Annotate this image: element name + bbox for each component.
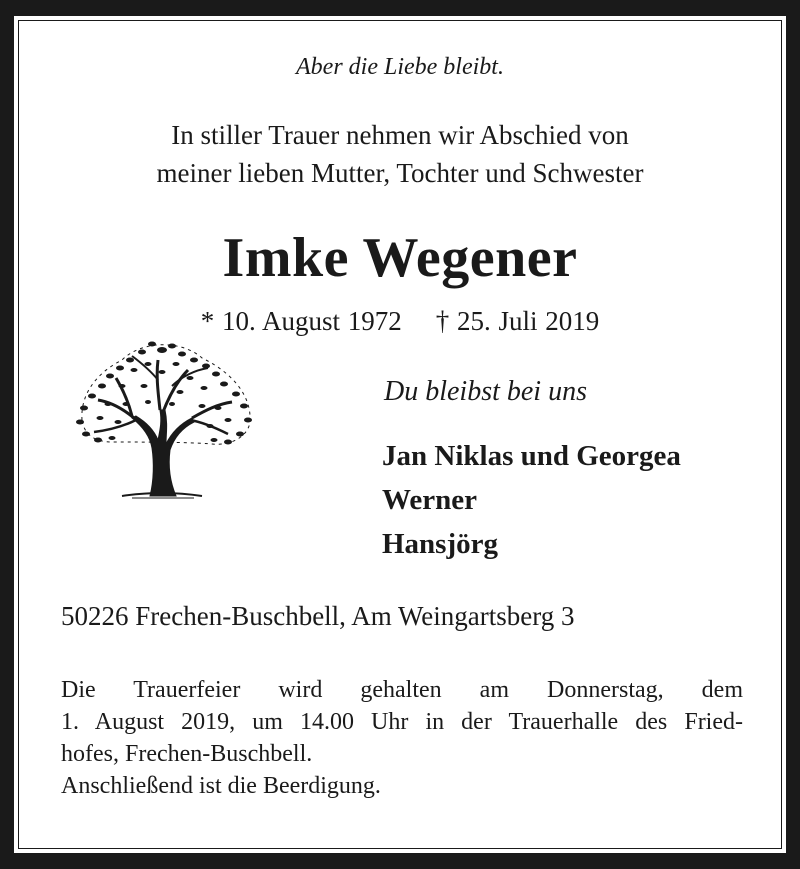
service-info bbox=[61, 674, 743, 802]
birth-date: * 10. August 1972 bbox=[200, 306, 402, 336]
intro-line-1: In stiller Trauer nehmen wir Abschied von bbox=[171, 120, 629, 150]
intro-line-2: meiner lieben Mutter, Tochter und Schwester bbox=[156, 158, 644, 188]
family-name-2: Werner bbox=[382, 484, 478, 516]
service-line-4: Anschließend ist die Beerdigung. bbox=[61, 773, 381, 799]
service-line-2: 1. August 2019, um 14.00 Uhr in der Trauerhalle des Fried- bbox=[61, 709, 743, 735]
motto: Aber die Liebe bleibt. bbox=[296, 54, 504, 80]
address: 50226 Frechen-Buschbell, Am Weingartsberg 3 bbox=[61, 601, 575, 631]
tree-icon bbox=[62, 330, 262, 502]
notice-frame bbox=[14, 16, 786, 853]
deceased-name: Imke Wegener bbox=[222, 227, 578, 289]
family-name-3: Hansjörg bbox=[382, 528, 498, 560]
death-date: † 25. Juli 2019 bbox=[435, 306, 600, 336]
service-line-3: hofes, Frechen-Buschbell. bbox=[61, 741, 313, 767]
family-name-1: Jan Niklas und Georgea bbox=[382, 440, 681, 472]
service-line-1: Die Trauerfeier wird gehalten am Donnerstag, dem bbox=[61, 677, 743, 703]
signoff-text: Du bleibst bei uns bbox=[384, 376, 587, 407]
family-names bbox=[382, 434, 681, 566]
intro-text bbox=[14, 116, 786, 192]
